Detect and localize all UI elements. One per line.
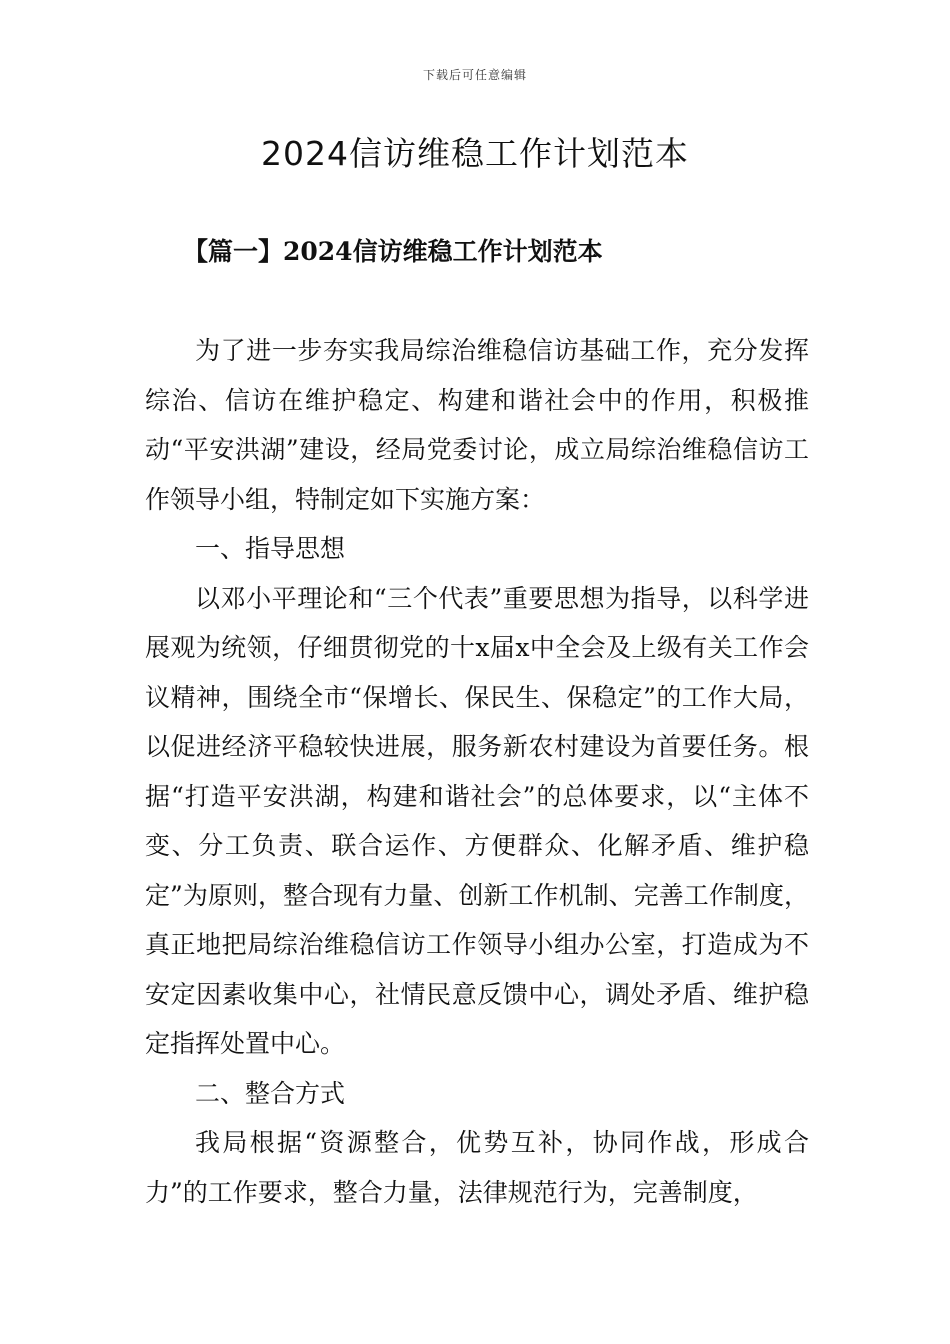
document-title: 2024信访维稳工作计划范本 [261,134,689,173]
paragraph-guiding-ideology: 以邓小平理论和“三个代表”重要思想为指导，以科学进展观为统领，仔细贯彻党的十x届x中全会及上级有关工作会议精神，围绕全市“保增长、保民生、保稳定”的工作大局，以促进经济平稳较快进展，服务新农村建设为首要任务。根据“打造平安洪湖，构建和谐社会”的总体要求，以“主体不变、分工负责、联合运作、方便群众、化解矛盾、维护稳定”为原则，整合现有力量、创新工作机制、完善工作制度，真正地把局综治维稳信访工作领导小组办公室，打造成为不安定因素收集中心，社情民意反馈中心，调处矛盾、维护稳定指挥处置中心。 [145,583,809,1058]
paragraph-intro: 为了进一步夯实我局综治维稳信访基础工作，充分发挥综治、信访在维护稳定、构建和谐社会中的作用，积极推动“平安洪湖”建设，经局党委讨论，成立局综治维稳信访工作领导小组，特制定如下实施方案： [145,336,809,514]
heading-guiding-ideology: 一、指导思想 [195,534,346,563]
heading-integration-method: 二、整合方式 [195,1078,346,1108]
document-body [145,326,809,1217]
header-note: 下载后可任意编辑 [422,68,527,82]
paragraph-integration-method: 我局根据“资源整合，优势互补，协同作战，形成合力”的工作要求，整合力量，法律规范行为，完善制度， [145,1128,809,1207]
section-title: 【篇一】2024信访维稳工作计划范本 [183,237,603,266]
